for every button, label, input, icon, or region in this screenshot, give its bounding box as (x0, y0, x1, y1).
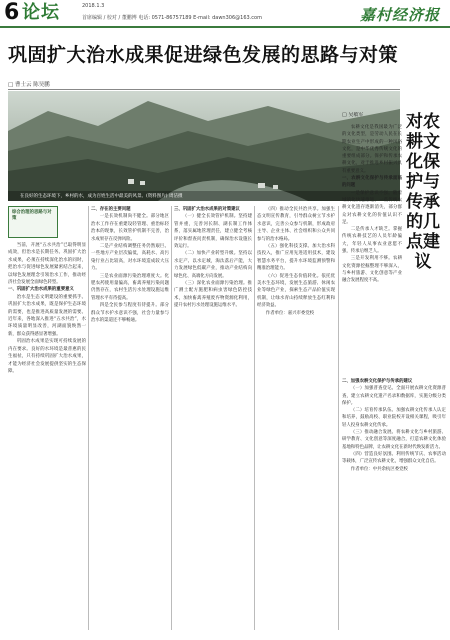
column-divider (88, 206, 89, 630)
article-column-4 (257, 206, 335, 630)
paragraph: （三）推动融合发展。将农耕文化与乡村旅游、研学教育、文化创意等深度融合，打造农耕文化体验基地和特色品牌，让农耕文化在新时代焕发新活力。 (342, 430, 446, 450)
side-column-b (342, 378, 446, 630)
article-column-2 (91, 206, 169, 630)
paragraph: 三是农业面源污染治理难度大。化肥农药使用量偏高，畜禽养殖污染问题仍然存在，农村生活污水处理设施运维管理水平有待提高。 (91, 273, 169, 301)
main-byline: □ 曹士云 陈昊鹏 (8, 82, 50, 88)
paragraph: 一是保护意识不强。随着城镇化快速推进，一些传统农耕文化遗存逐渐消失，部分群众对农耕文化的价值认识不足。 (342, 190, 402, 225)
paragraph: （二）加快产业转型升级。坚持以水定产、以水定城，淘汰落后产能，大力发展绿色低碳产业，推动产业结构向绿色化、高端化方向发展。 (174, 251, 252, 279)
section-title: 论坛 (22, 2, 60, 23)
subheading: 二、加强农耕文化保护与传承的建议 (342, 379, 413, 384)
subheading: 二、存在的主要问题 (91, 207, 131, 212)
column-divider (338, 206, 339, 630)
subheading: 一、巩固扩大治水成果的重要意义 (8, 287, 74, 293)
pull-quote-box: 综合治理的思路与对策 (8, 206, 58, 238)
photo-caption: 在良好的生态环境下，乡村的水，成为百姓生活中最美的风景。(资料图片) 周洁摄 (20, 194, 183, 199)
editor-line: 首席编辑 / 校对 / 董鹏博 电话: 0571-86757189 E-mail: dawn306@163.com (82, 15, 262, 21)
divider (8, 89, 400, 90)
paragraph: （二）培育传承队伍。加强农耕文化传承人认定和培养，鼓励高校、职业院校开设相关课程，吸引年轻人投身农耕文化传承。 (342, 408, 446, 428)
side-byline: □ 吴敏军 (342, 112, 364, 118)
paragraph: 二是产业结构调整任务仍然艰巨。一些地方产业层次偏低，高耗水、高污染行业占比较高，对水环境造成较大压力。 (91, 244, 169, 272)
paragraph: （四）推动全民共治共享。加强生态文明宣传教育，引导群众树立节水护水意识，完善公众参与机制，形成政府主导、企业主体、社会组织和公众共同参与的治水格局。 (257, 207, 335, 242)
subheading: 三、巩固扩大治水成果的对策建议 (174, 207, 240, 212)
paragraph: （一）加强普查登记。全面开展农耕文化资源普查，建立农耕文化遗产名录和数据库，实施分级分类保护。 (342, 386, 446, 406)
paragraph: （三）深化农业面源污染治理。推广测土配方施肥和病虫害绿色防控技术，加快畜禽养殖废弃物资源化利用，提升农村污水处理设施运维水平。 (174, 281, 252, 309)
page-header (0, 0, 450, 28)
newspaper-masthead: 嘉村经济报 (359, 6, 440, 24)
column-divider (254, 206, 255, 630)
paragraph: 二是传承人才缺乏。掌握传统农耕技艺的人员年龄偏大，年轻人从事农业意愿不强，传承后继乏人。 (342, 227, 402, 255)
paragraph: （六）促进生态价值转化。依托优美水生态环境，发展生态旅游、休闲农业等绿色产业，探索生态产品价值实现机制，让绿水青山持续释放生态红利和经济效益。 (257, 273, 335, 309)
paragraph: 治水是生态文明建设的重要抓手。巩固扩大治水成果，既是保护生态环境的需要，也是推进高质量发展的需要。近年来，各地深入推进“五水共治”，水环境质量明显改善，河湖面貌焕然一新，群众获得感显著增强。 (8, 294, 86, 337)
paragraph: 巩固治水成果是实现可持续发展的内在要求。良好的水环境是最普惠的民生福祉，只有持续巩固扩大治水成果，才能为经济社会发展提供坚实的生态保障。 (8, 339, 86, 374)
page-number: 6 (4, 0, 20, 25)
date-line: 2018.1.3 (82, 3, 105, 9)
paragraph: 四是全民参与程度有待提升。部分群众节水护水意识不强，社会力量参与治水的渠道还不够畅通。 (91, 303, 169, 324)
paragraph: 农耕文化是我国最为广泛的文化类型，是劳动人民在长期农业生产中形成的一种风俗文化，是中华优秀传统文化的重要组成部分。保护和传承农耕文化，对于推进乡村振兴具有重要意义。 (342, 125, 402, 174)
side-headline: 对农耕文化保护与传承的几点建议 (406, 112, 440, 272)
subheading: 一、农耕文化保护与传承面临的问题 (342, 176, 402, 189)
side-column-a (342, 124, 402, 374)
paragraph: （五）强化科技支撑。加大治水科技投入，推广应用先进适用技术，建设智慧水务平台，提升水环境监测预警和精准治理能力。 (257, 244, 335, 272)
paragraph: 作者单位：中共余杭区委党校 (350, 466, 408, 472)
paragraph: 当前，开展“五水共治”已取得明显成效，但治水是长期任务。巩固扩大治水成果，必须在持续深化治水的同时，把治水与促进绿色发展紧密结合起来，以绿色发展理念引领治水工作，推动经济社会发展全面绿色转型。 (8, 243, 86, 286)
paragraph: （四）营造良好氛围。利用传统节庆、农事活动等载体，广泛宣传农耕文化，增强群众文化自信。 (342, 451, 446, 465)
paragraph: （一）健全长效管护机制。坚持建管并重，完善河长制、湖长制工作体系，落实属地管理责任，建立健全考核评价和督查问责机制，确保治水设施长效运行。 (174, 214, 252, 250)
paragraph: 作者单位：嘉兴市委党校 (265, 310, 315, 316)
article-column-3 (174, 206, 252, 630)
paragraph: 三是开发利用不够。农耕文化资源挖掘整理不够深入，与乡村旅游、文化创意等产业融合发展程度不高。 (342, 256, 402, 284)
main-headline: 巩固扩大治水成果促进绿色发展的思路与对策 (8, 44, 399, 66)
paragraph: 一是长效机制尚不健全。部分地区治水工作存在重建设轻管理、重治标轻治本的现象，长效管护机制不完善，治水成果存在反弹风险。 (91, 214, 169, 242)
column-divider (171, 206, 172, 630)
article-column-1 (8, 242, 86, 630)
